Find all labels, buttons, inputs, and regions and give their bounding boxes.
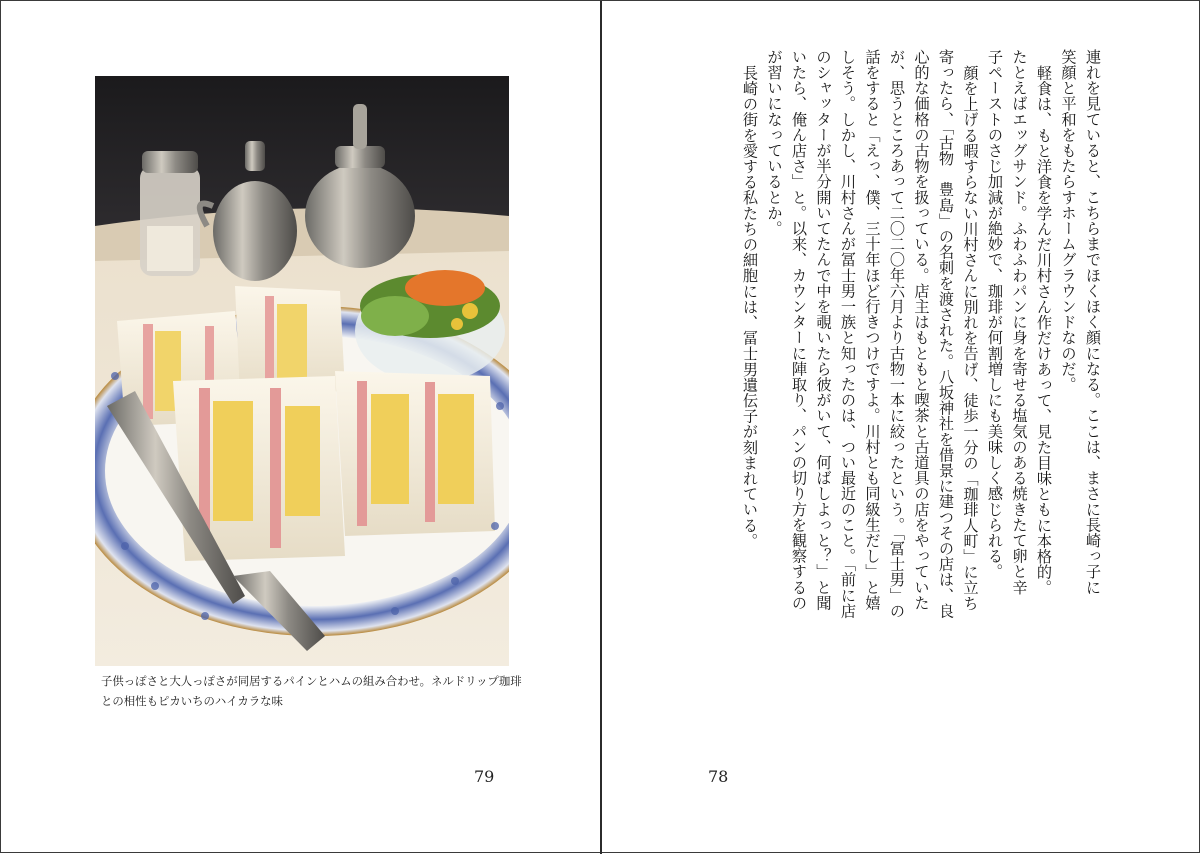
text-column-2: 笑顔と平和をもたらすホームグラウンドなのだ。 bbox=[1059, 49, 1078, 393]
text-column-5: 子ペーストのさじ加減が絶妙で、珈琲が何割増しにも美味しく感じられる。 bbox=[986, 49, 1004, 580]
caption-line-1: 子供っぽさと大人っぽさが同居するパインとハムの組み合わせ。ネルドリップ珈琲 bbox=[101, 674, 522, 688]
book-gutter bbox=[600, 1, 602, 854]
page-number-left: 79 bbox=[474, 767, 495, 786]
photo-caption bbox=[101, 671, 521, 711]
text-column-1: 連れを見ていると、こちらまでほくほく顔になる。ここは、まさに長崎っ子に bbox=[1084, 49, 1102, 595]
text-column-3: 軽食は、もと洋食を学んだ川村さん作だけあって、見た目味ともに本格的。 bbox=[1035, 64, 1053, 595]
text-column-12: のシャッターが半分開いてたんで中を覗いたら彼がいて、何ばしよっと？」と聞 bbox=[814, 49, 833, 611]
text-column-9: が、思うところあって二〇二〇年六月より古物一本に絞ったという。「冨士男」の bbox=[888, 49, 906, 619]
text-column-4: たとえばエッグサンド。ふわふわパンに身を寄せる塩気のある焼きたて卵と辛 bbox=[1010, 49, 1029, 595]
text-column-7: 寄ったら、「古物 豊島」の名刺を渡された。八坂神社を借景に建つその店は、良 bbox=[937, 49, 955, 619]
text-column-11: しそう。しかし、川村さんが冨士男一族と知ったのは、つい最近のこと。「前に店 bbox=[839, 49, 857, 619]
text-column-13: いたら、俺ん店さ」と。以来、カウンターに陣取り、パンの切り方を観察するの bbox=[790, 49, 808, 611]
text-column-14: が習いになっているとか。 bbox=[765, 49, 784, 237]
text-column-8: 心的な価格の古物を扱っている。店主はもともと喫茶と古道具の店をやっていた bbox=[912, 49, 931, 611]
vertical-text-block bbox=[694, 49, 1104, 624]
page-number-right: 78 bbox=[708, 767, 729, 786]
caption-line-2: との相性もピカいちのハイカラな味 bbox=[101, 694, 283, 708]
text-column-15: 長崎の街を愛する私たちの細胞には、冨士男遺伝子が刻まれている。 bbox=[741, 64, 759, 549]
text-column-6: 顔を上げる暇すらない川村さんに別れを告げ、徒歩一分の「珈琲人町」に立ち bbox=[961, 64, 980, 611]
text-column-10: 話をすると「えっ、僕、三十年ほど行きつけですよ。川村とも同級生だし」と嬉 bbox=[863, 49, 882, 611]
sandwich-photo bbox=[95, 76, 509, 666]
